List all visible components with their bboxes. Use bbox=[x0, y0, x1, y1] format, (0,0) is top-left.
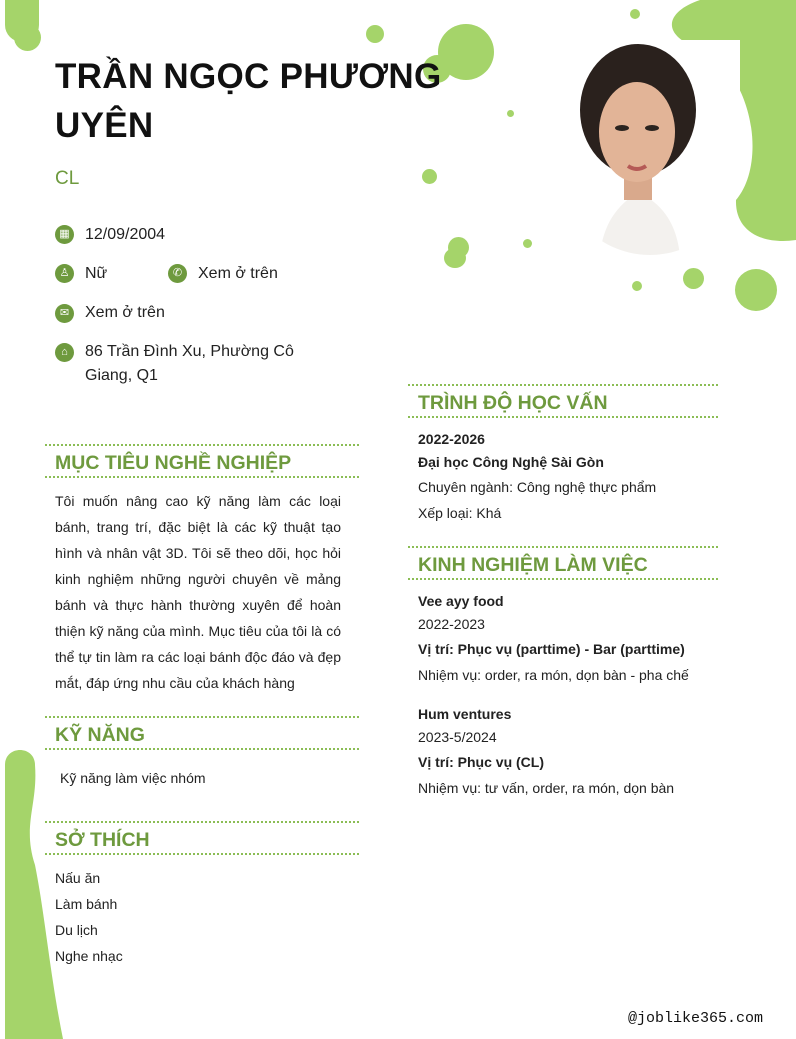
hobby-item: Du lịch bbox=[55, 922, 98, 938]
section-title-hobbies: SỞ THÍCH bbox=[45, 821, 359, 855]
section-title-objective: MỤC TIÊU NGHỀ NGHIỆP bbox=[45, 444, 359, 478]
gender: Nữ bbox=[85, 265, 108, 282]
job-company: Hum ventures bbox=[418, 706, 512, 722]
footer-watermark: @joblike365.com bbox=[627, 1010, 763, 1027]
decor-blob bbox=[444, 248, 466, 268]
education-school: Đại học Công Nghệ Sài Gòn bbox=[418, 454, 604, 470]
job-title: CL bbox=[55, 168, 80, 189]
phone: Xem ở trên bbox=[198, 265, 278, 282]
skill-item: Kỹ năng làm việc nhóm bbox=[60, 770, 206, 786]
hobby-item: Nấu ăn bbox=[55, 870, 101, 886]
job-company: Vee ayy food bbox=[418, 593, 504, 609]
job-period: 2022-2023 bbox=[418, 616, 485, 632]
gender-icon: ♙ bbox=[55, 264, 74, 283]
job-duties: Nhiệm vụ: order, ra món, dọn bàn - pha chế bbox=[418, 667, 689, 683]
profile-photo bbox=[560, 40, 740, 255]
decor-blob bbox=[422, 169, 437, 184]
address: 86 Trần Đình Xu, Phường Cô Giang, Q1 bbox=[85, 343, 294, 384]
phone-icon: ✆ bbox=[168, 264, 187, 283]
decor-blob bbox=[507, 110, 514, 117]
education-period: 2022-2026 bbox=[418, 431, 485, 447]
job-position: Vị trí: Phục vụ (CL) bbox=[418, 754, 544, 770]
decor-blob bbox=[683, 268, 704, 289]
decor-blob bbox=[632, 281, 642, 291]
decor-blob bbox=[14, 24, 41, 51]
objective-text: Tôi muốn nâng cao kỹ năng làm các loại bánh, trang trí, đặc biệt là các kỹ thuật tạo hình và nhân vật 3D. Tôi sẽ theo dõi, học hỏi kinh nghiệm những người chuyên về mảng bánh và thực hành thường xuyên để hoàn thiện kỹ năng của mình. Mục tiêu của tôi là có thể tự tin làm ra các loại bánh độc đáo và đẹp mắt, đáp ứng nhu cầu của khách hàng bbox=[55, 493, 341, 691]
job-duties: Nhiệm vụ: tư vấn, order, ra món, dọn bàn bbox=[418, 780, 675, 796]
decor-blob bbox=[735, 269, 777, 311]
job-period: 2023-5/2024 bbox=[418, 729, 497, 745]
birthday: 12/09/2004 bbox=[85, 226, 166, 243]
calendar-icon: ▦ bbox=[55, 225, 74, 244]
hobby-item: Làm bánh bbox=[55, 896, 118, 912]
section-title-skills: KỸ NĂNG bbox=[45, 716, 359, 750]
candidate-name: TRẦN NGỌC PHƯƠNG UYÊN bbox=[55, 57, 442, 145]
hobby-item: Nghe nhạc bbox=[55, 948, 123, 964]
email-icon: ✉ bbox=[55, 304, 74, 323]
decor-blob bbox=[630, 9, 640, 19]
education-grade: Xếp loại: Khá bbox=[418, 505, 502, 521]
section-title-experience: KINH NGHIỆM LÀM VIỆC bbox=[408, 546, 718, 580]
education-major: Chuyên ngành: Công nghệ thực phẩm bbox=[418, 479, 657, 495]
section-title-education: TRÌNH ĐỘ HỌC VẤN bbox=[408, 384, 718, 418]
decor-blob bbox=[366, 25, 384, 43]
home-icon: ⌂ bbox=[55, 343, 74, 362]
job-position: Vị trí: Phục vụ (parttime) - Bar (parttime) bbox=[418, 641, 685, 657]
email: Xem ở trên bbox=[85, 304, 165, 321]
decor-blob bbox=[523, 239, 532, 248]
